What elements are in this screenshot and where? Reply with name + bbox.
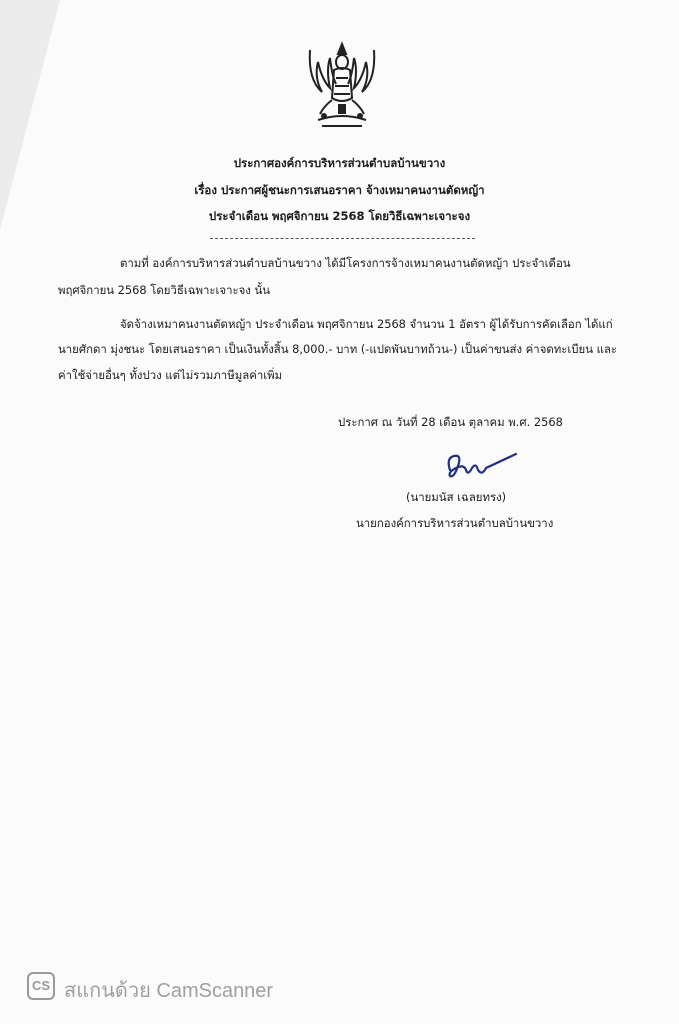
- body-para1-line2: พฤศจิกายน 2568 โดยวิธีเฉพาะเจาะจง นั้น: [58, 283, 271, 297]
- header-title-line1: ประกาศองค์การบริหารส่วนตำบลบ้านขวาง: [233, 156, 446, 170]
- signer-name: (นายมนัส เฉลยทรง): [406, 490, 507, 504]
- camscanner-watermark: สแกนด้วย CamScanner: [64, 980, 274, 1002]
- camscanner-logo-icon: CS: [27, 972, 55, 1000]
- header-title-line3: ประจำเดือน พฤศจิกายน 2568 โดยวิธีเฉพาะเจาะจง: [208, 209, 471, 223]
- header-title-line2: เรื่อง ประกาศผู้ชนะการเสนอราคา จ้างเหมาคนงานตัดหญ้า: [194, 183, 485, 197]
- body-para2-line3: ค่าใช้จ่ายอื่นๆ ทั้งปวง แต่ไม่รวมภาษีมูลค่าเพิ่ม: [58, 368, 283, 382]
- body-para2-line2: นายศักดา มุ่งชนะ โดยเสนอราคา เป็นเงินทั้งสิ้น 8,000.- บาท (-แปดพันบาทถ้วน-) เป็นค่าขนส่ง ค่าจดทะเบียน และ: [58, 342, 618, 356]
- header-divider: [210, 238, 475, 239]
- announcement-date: ประกาศ ณ วันที่ 28 เดือน ตุลาคม พ.ศ. 2568: [338, 415, 563, 429]
- body-para1-line1: ตามที่ องค์การบริหารส่วนตำบลบ้านขวาง ได้มีโครงการจ้างเหมาคนงานตัดหญ้า ประจำเดือน: [120, 256, 571, 270]
- signature-mark: [440, 448, 520, 486]
- garuda-emblem-icon: [304, 40, 380, 132]
- body-para2-line1: จัดจ้างเหมาคนงานตัดหญ้า ประจำเดือน พฤศจิกายน 2568 จำนวน 1 อัตรา ผู้ได้รับการคัดเลือก ได้แก่: [120, 317, 613, 331]
- signer-title: นายกองค์การบริหารส่วนตำบลบ้านขวาง: [356, 516, 554, 530]
